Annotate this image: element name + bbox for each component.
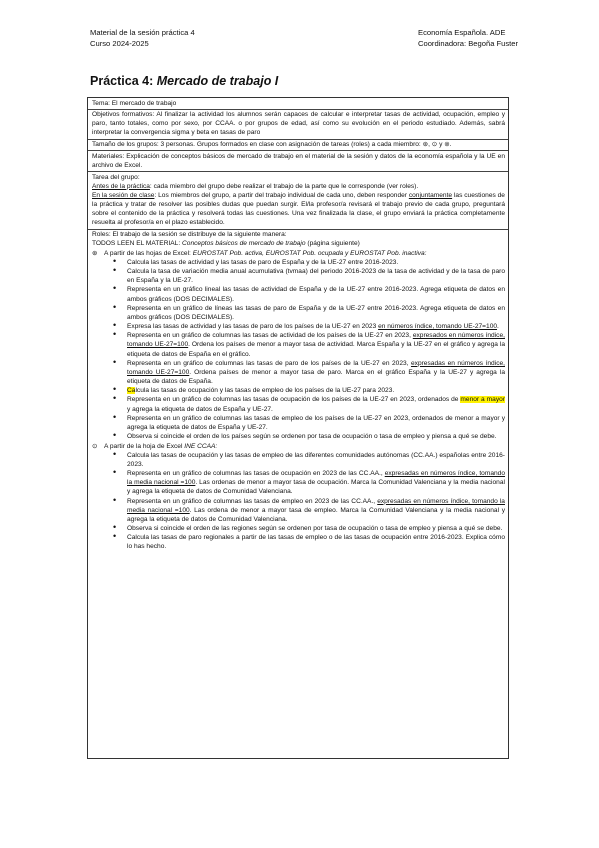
- all-read-label: TODOS LEEN EL MATERIAL:: [92, 240, 183, 248]
- list-item: • Calcula las tasas de paro regionales a partir de las tasas de empleo o de las tasas de ocupación entre 2016-2023. Explica cómo lo has hecho.: [92, 533, 505, 551]
- item-text: Representa en un gráfico de columnas las tasas de ocupación de los países de la UE-27 en 2023, ordenados de: [127, 396, 461, 404]
- item-underlined: expresados en números índice, tomando UE-27=100: [127, 332, 505, 349]
- role-2-sheet: INE CCAA:: [184, 442, 218, 450]
- in-session-paragraph: [92, 191, 505, 228]
- objectives-text: Objetivos formativos: Al finalizar la actividad los alumnos serán capaces de calcular e interpretar tasas de actividad, ocupación, empleo y paro, tanto totales, como por sexo, por CCAA. o por grupos de edad, así como su evolución en el periodo estudiado. Además, sabrá interpretar la convergencia sigma y beta en tasas de paro: [92, 111, 505, 137]
- before-practice-paragraph: [92, 182, 505, 191]
- item-highlighted: Ca: [127, 387, 136, 395]
- materials-row: [88, 151, 508, 172]
- item-text: y agrega la etiqueta de datos de España y UE-27.: [127, 405, 273, 413]
- list-item: • Calcula las tasas de ocupación y las tasas de empleo de las diferentes comunidades autónomas (CC.AA.) españolas entre 2016-2023.: [92, 451, 505, 469]
- item-text: .: [497, 323, 499, 331]
- title-prefix: Práctica 4:: [90, 74, 157, 88]
- list-item: [92, 359, 505, 386]
- role-1-sheets: EUROSTAT Pob. activa, EUROSTAT Pob. ocupada y EUROSTAT Pob. inactiva:: [192, 249, 427, 257]
- jointly-word: conjuntamente: [408, 191, 453, 199]
- page-title: [90, 74, 278, 88]
- item-text: . Ordena los países de menor a mayor tasa de actividad. Marca España y la UE-27 en el gráfico y agrega la etiqueta de datos de España en el gráfico.: [127, 341, 505, 358]
- header-right: [418, 27, 518, 49]
- topic-text: Tema: El mercado de trabajo: [92, 99, 177, 107]
- all-read-material-title: Conceptos básicos de mercado de trabajo: [182, 240, 306, 248]
- objectives-row: [88, 110, 508, 140]
- item-text: Representa en un gráfico de columnas las tasas de ocupación en 2023 de las CC.AA.,: [127, 470, 385, 478]
- list-item: [92, 497, 505, 524]
- role-2-heading: [92, 442, 505, 451]
- role-1-task-list: [92, 258, 505, 441]
- list-item: • Representa en un gráfico de columnas las tasas de empleo de los países de la UE-27 en 2023, ordenados de menor a mayor y agrega la etiqueta de datos de España y UE-27.: [92, 414, 505, 432]
- roles-intro: Roles: El trabajo de la sesión se distribuye de la siguiente manera:: [92, 231, 287, 239]
- all-read-suffix: (página siguiente): [305, 240, 360, 248]
- practice-table: [87, 97, 509, 759]
- role-1-symbol-icon: ⊛: [92, 249, 98, 257]
- in-session-text-2: las cuestiones de la práctica y tratar de resolver las posibles dudas que puedan surgir. El/la profesor/a revisará el trabajo previo de cada grupo, preguntará sobre el contenido de la práctica y resolverá todas las cuestiones. Una vez finalizada la clase, el grupo enviará la práctica completamente resuelta al profesor/a en el plazo establecido.: [92, 191, 505, 227]
- title-emphasis: Mercado de trabajo I: [156, 74, 279, 88]
- list-item: • Observa si coincide el orden de los países según se ordenen por tasa de ocupación o tasa de empleo y piensa a qué se debe.: [92, 432, 505, 441]
- item-text: Representa en un gráfico de columnas las tasas de actividad de los países de la UE-27 en 2023,: [127, 332, 413, 340]
- header-left: [90, 27, 195, 49]
- list-item: [92, 331, 505, 358]
- before-practice-text: : cada miembro del grupo debe realizar el trabajo de la parte que le corresponde (ver roles).: [149, 182, 419, 190]
- in-session-text-1: : Los miembros del grupo, a partir del trabajo individual de cada uno, deben responder: [154, 191, 409, 199]
- group-size-text: Tamaño de los grupos: 3 personas. Grupos formados en clase con asignación de tareas (roles) a cada miembro: ⊛, ⊙ y ⊚.: [92, 141, 452, 149]
- list-item: [92, 386, 505, 395]
- item-text: Representa en un gráfico de columnas las tasas de empleo en 2023 de las CC.AA.,: [127, 497, 378, 505]
- role-2-task-list: [92, 451, 505, 552]
- item-highlighted: menor a mayor: [460, 396, 505, 404]
- list-item: • Calcula las tasas de actividad y las tasas de paro de España y de la UE-27 entre 2016-2023.: [92, 258, 505, 267]
- item-text: . Las ordenas de menor a mayor tasa de ocupación. Marca la Comunidad Valenciana y la media nacional y agrega la etiqueta de datos de Comunidad Valenciana.: [127, 479, 505, 496]
- role-1-heading: [92, 249, 505, 258]
- in-session-label: En la sesión de clase: [92, 191, 155, 199]
- list-item: [92, 395, 505, 413]
- item-text: Expresa las tasas de actividad y las tasas de paro de los países de la UE-27 en 2023: [127, 323, 379, 331]
- role-2-symbol-icon: ⊙: [92, 442, 98, 450]
- list-item: • Calcula la tasa de variación media anual acumulativa (tvmaa) del periodo 2016-2023 de la tasa de actividad y de la tasa de paro en España y la UE-27.: [92, 267, 505, 285]
- role-1-heading-text: A partir de las hojas de Excel:: [104, 249, 193, 257]
- item-underlined: expresadas en números índice, tomando la media nacional =100: [127, 497, 505, 514]
- before-practice-label: Antes de la práctica: [92, 182, 150, 190]
- item-underlined: expresadas en números índice, tomando la media nacional =100: [127, 470, 506, 487]
- item-underlined: expresadas en números índice, tomando UE-27=100: [127, 359, 505, 376]
- item-underlined: en números índice, tomando UE-27=100: [378, 323, 498, 331]
- materials-text: Materiales: Explicación de conceptos básicos de mercado de trabajo en el material de la sesión y datos de la economía española y la UE en archivo de Excel.: [92, 152, 505, 169]
- group-task-label: Tarea del grupo:: [92, 173, 140, 181]
- list-item: • Observa si coincide el orden de las regiones según se ordenen por tasa de ocupación o tasa de empleo y piensa a qué se debe.: [92, 524, 505, 533]
- group-size-row: [88, 140, 508, 152]
- item-text: Representa en un gráfico de columnas las tasas de paro de los países de la UE-27 en 2023,: [127, 359, 411, 367]
- subject-label: Economía Española. ADE: [418, 28, 506, 37]
- item-text: . Ordena países de menor a mayor tasa de paro. Marca en el gráfico España y la UE-27 y agrega la etiqueta de datos de España.: [127, 368, 505, 386]
- topic-row: [88, 98, 508, 110]
- item-text: lcula las tasas de ocupación y las tasas de empleo de los países de la UE-27 para 2023.: [135, 387, 395, 395]
- role-2-heading-text: A partir de la hoja de Excel: [104, 442, 185, 450]
- item-text: . Las ordena de menor a mayor tasa de empleo. Marca la Comunidad Valenciana y la media nacional y agrega la etiqueta de datos de Comunidad Valenciana.: [127, 506, 505, 523]
- course-year-label: Curso 2024-2025: [90, 39, 149, 48]
- list-item: [92, 469, 505, 496]
- list-item: [92, 322, 505, 331]
- roles-row: [88, 230, 508, 553]
- course-material-label: Material de la sesión práctica 4: [90, 28, 195, 37]
- group-task-row: [88, 172, 508, 229]
- list-item: • Representa en un gráfico de líneas las tasas de paro de España y de la UE-27 entre 2016-2023. Agrega etiqueta de datos en ambos gráficos (DOS DECIMALES).: [92, 304, 505, 322]
- all-read-line: [92, 239, 505, 248]
- coordinator-label: Coordinadora: Begoña Fuster: [418, 39, 519, 48]
- list-item: • Representa en un gráfico lineal las tasas de actividad de España y de la UE-27 entre 2016-2023. Agrega etiqueta de datos en ambos gráficos (DOS DECIMALES).: [92, 285, 505, 303]
